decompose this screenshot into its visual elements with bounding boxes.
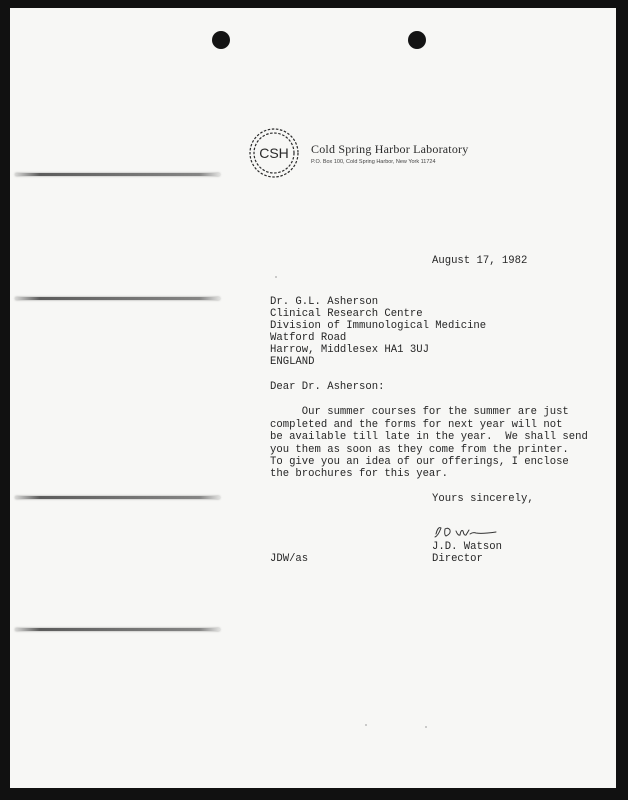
paper-speck — [275, 276, 277, 278]
csh-logo-icon — [246, 125, 302, 181]
recipient-line: Watford Road — [270, 332, 347, 344]
signer-title: Director — [432, 553, 483, 565]
binder-mark — [15, 297, 220, 300]
body-line: Our summer courses for the summer are just — [270, 406, 569, 418]
punch-hole-left — [212, 31, 230, 49]
body-line: you them as soon as they come from the printer. — [270, 444, 569, 456]
binder-mark — [15, 496, 220, 499]
binder-mark — [15, 173, 220, 176]
body-line: To give you an idea of our offerings, I enclose — [270, 456, 569, 468]
organization-address: P.O. Box 100, Cold Spring Harbor, New York 11724 — [311, 159, 436, 165]
salutation: Dear Dr. Asherson: — [270, 381, 385, 393]
letter-page — [10, 8, 616, 788]
body-line: be available till late in the year. We shall send — [270, 431, 588, 443]
handwritten-signature — [430, 520, 500, 542]
binder-mark — [15, 628, 220, 631]
letter-date: August 17, 1982 — [432, 255, 528, 267]
recipient-line: Division of Immunological Medicine — [270, 320, 487, 332]
recipient-line: Dr. G.L. Asherson — [270, 296, 379, 308]
signer-name: J.D. Watson — [432, 541, 502, 553]
recipient-line: Harrow, Middlesex HA1 3UJ — [270, 344, 429, 356]
paper-speck — [425, 726, 427, 728]
logo-text: CSH — [259, 145, 289, 161]
reference-initials: JDW/as — [270, 553, 309, 565]
recipient-line: ENGLAND — [270, 356, 315, 368]
body-line: completed and the forms for next year will not — [270, 419, 563, 431]
punch-hole-right — [408, 31, 426, 49]
closing: Yours sincerely, — [432, 493, 534, 505]
recipient-line: Clinical Research Centre — [270, 308, 423, 320]
body-line: the brochures for this year. — [270, 468, 449, 480]
organization-name: Cold Spring Harbor Laboratory — [311, 142, 469, 156]
paper-speck — [365, 724, 367, 726]
